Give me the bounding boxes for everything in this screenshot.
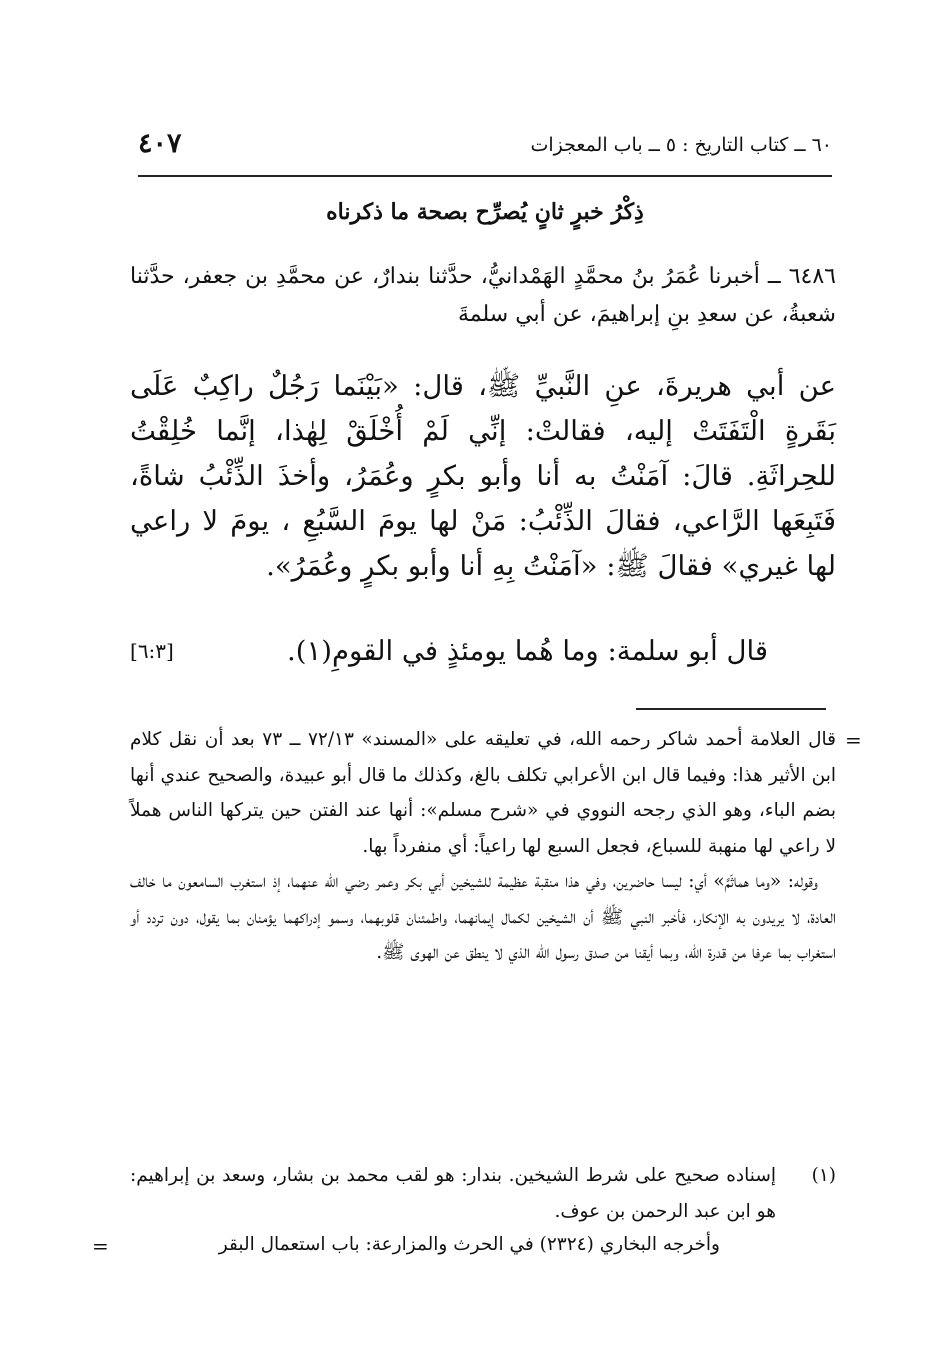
footnote-continuation — [130, 722, 836, 971]
footnote-paragraph: وقوله: «وما هماثَمَّ» أي: ليسا حاضرين، وفي هذا منقبة عظيمة للشيخين أبي بكر وعمر رضي الله عنهما، إذ استغرب السامعون ما خالف العادة، لا يريدون به الإنكار، فأخبر النبي ﷺ أن الشيخين لكمال إيمانهما، واطمئنان قلوبهما، وسمو إدراكهما يؤمنان بما يقول، دون تردد أو استغراب بما عرفا من قدرة الله، وبما أيقنا من صدق رسول الله الذي لا ينطق عن الهوى ﷺ. — [130, 871, 836, 963]
footnote-text: وأخرجه البخاري (٢٣٢٤) في الحرث والمزارعة: باب استعمال البقر — [218, 1234, 720, 1255]
page-number: ٤٠٧ — [138, 128, 182, 159]
footnote-divider — [636, 708, 826, 710]
footnote-text: إسناده صحيح على شرط الشيخين. بندار: هو لقب محمد بن بشار، وسعد بن إبراهيم: هو ابن عبد الرحمن بن عوف. — [130, 1165, 776, 1222]
hadith-chain-of-narration: ٦٤٨٦ ــ أخبرنا عُمَرُ بنُ محمَّدٍ الهَمْدانيُّ، حدَّثنا بندارٌ، عن محمَّدِ بن جعفر، حدَّثنا شعبةُ، عن سعدِ بنِ إبراهيمَ، عن أبي سلمةَ — [130, 264, 836, 327]
footnote-number: (١) — [811, 1165, 836, 1186]
source-reference: [٦:٣] — [130, 639, 174, 663]
running-header — [138, 126, 832, 170]
footnote-paragraph: قال العلامة أحمد شاكر رحمه الله، في تعليقه على «المسند» ٧٢/١٣ ــ ٧٣ بعد أن نقل كلام ابن الأثير هذا: وفيما قال ابن الأعرابي تكلف بالغ، وكذلك ما قال أبو عبيدة، والصحيح عندي أنها بضم الباء، وهو الذي رجحه النووي في «شرح مسلم»: أنها عند الفتن حين يتركها الناس هملاً لا راعي لها منهبة للسباع، فجعل السبع لها راعياً: أي منفرداً بها. — [130, 729, 836, 857]
footnote-last-line — [92, 1234, 836, 1270]
continuation-marker: = — [92, 1234, 109, 1258]
chapter-title: ٦٠ ــ كتاب التاريخ : ٥ ــ باب المعجزات — [530, 134, 832, 156]
continuation-marker: = — [845, 728, 862, 752]
hadith-closing-line — [130, 635, 836, 679]
closing-statement: قال أبو سلمة: وما هُما يومئذٍ في القومِ(١). — [287, 635, 768, 667]
hadith-text: عن أبي هريرةَ، عنِ النَّبيِّ ﷺ، قال: «بَيْنَما رَجُلٌ راكِبٌ عَلَى بَقَرةٍ الْتَفَتَتْ إليه، فقالتْ: إنِّي لَمْ أُخْلَقْ لِهٰذا، إنَّما خُلِقْتُ للحِراثَةِ. قالَ: آمَنْتُ به أنا وأبو بكرٍ وعُمَرُ، وأخذَ الذِّئْبُ شاةً، فَتَبِعَها الرَّاعي، فقالَ الذِّئْبُ: مَنْ لها يومَ السَّبُعِ ، يومَ لا راعي لها غيري» فقالَ ﷺ: «آمَنْتُ بِهِ أنا وأبو بكرٍ وعُمَرُ». — [130, 370, 836, 582]
section-heading: ذِكْرُ خبرٍ ثانٍ يُصرِّح بصحة ما ذكرناه — [326, 199, 644, 225]
header-divider — [138, 175, 832, 177]
